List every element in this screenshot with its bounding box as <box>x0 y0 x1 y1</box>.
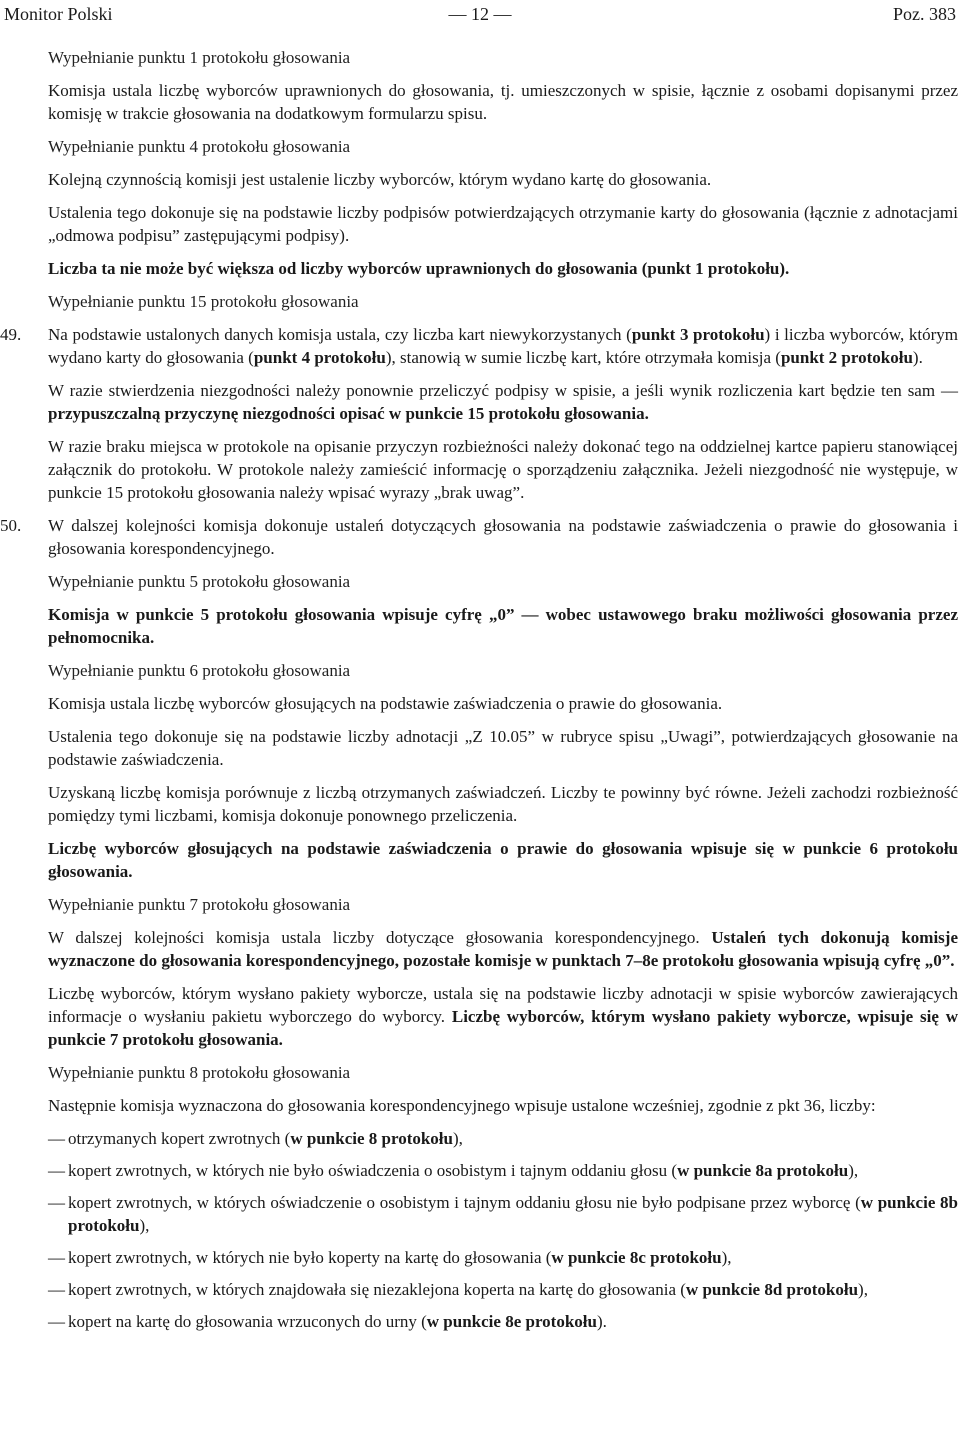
page-number: — 12 — <box>448 4 512 24</box>
paragraph <box>48 982 958 1051</box>
text: ), <box>139 1216 150 1235</box>
text: kopert na kartę do głosowania wrzuconych do urny ( <box>68 1312 427 1331</box>
dash-marker: — <box>48 1280 65 1299</box>
text: W dalszej kolejności komisja dokonuje ustaleń dotyczących głosowania na podstawie zaświadczenia o prawie do głosowania i głosowania korespondencyjnego. <box>48 516 958 558</box>
text: Liczbę wyborców, którym wysłano pakiety wyborcze, ustala się na podstawie liczby adnotacji w spisie wyborców zawierających informacje o wysłaniu pakietu wyborczego do wyborcy. <box>48 984 958 1026</box>
text: ), <box>721 1248 732 1267</box>
text: Na podstawie ustalonych danych komisja ustala, czy liczba kart niewykorzystanych ( <box>48 325 632 344</box>
text: ). <box>912 348 923 367</box>
page-header <box>4 3 956 27</box>
bold-text: punkt 2 protokołu <box>780 348 913 367</box>
section-heading-punkt-6: Wypełnianie punktu 6 protokołu głosowania <box>48 661 351 680</box>
document-body <box>0 46 960 1342</box>
list-item <box>48 1191 958 1237</box>
section-heading-punkt-5: Wypełnianie punktu 5 protokołu głosowania <box>48 572 351 591</box>
paragraph: Ustalenia tego dokonuje się na podstawie liczby podpisów potwierdzających otrzymanie karty do głosowania (łącznie z adnotacjami „odmowa podpisu” zastępującymi podpisy). <box>48 203 958 245</box>
list-item <box>48 1310 958 1333</box>
section-heading-punkt-15: Wypełnianie punktu 15 protokołu głosowania <box>48 292 359 311</box>
paragraph-bold <box>48 837 958 883</box>
bold-text: Liczbę wyborców, którym wysłano pakiety wyborcze, wpisuje się w punkcie 7 protokołu głosowania. <box>48 1007 958 1049</box>
paragraph <box>48 926 958 972</box>
paragraph: Uzyskaną liczbę komisja porównuje z liczbą otrzymanych zaświadczeń. Liczby te powinny być równe. Jeżeli zachodzi rozbieżność pomiędzy tymi liczbami, komisja dokonuje ponownego przeliczenia. <box>48 783 958 825</box>
section-heading-punkt-8: Wypełnianie punktu 8 protokołu głosowania <box>48 1063 351 1082</box>
paragraph: Ustalenia tego dokonuje się na podstawie liczby adnotacji „Z 10.05” w rubryce spisu „Uwagi”, potwierdzających głosowanie na podstawie zaświadczenia. <box>48 727 958 769</box>
list-item <box>48 1127 958 1150</box>
dash-marker: — <box>48 1129 65 1148</box>
bold-text: Liczbę wyborców głosujących na podstawie zaświadczenia o prawie do głosowania wpisuje się w punkcie 6 protokołu głosowania. <box>48 839 958 881</box>
dash-marker: — <box>48 1161 65 1180</box>
paragraph: Następnie komisja wyznaczona do głosowania korespondencyjnego wpisuje ustalone wcześniej, zgodnie z pkt 36, liczby: <box>48 1096 876 1115</box>
bold-text: Liczba ta nie może być większa od liczby wyborców uprawnionych do głosowania (punkt 1 protokołu). <box>48 259 790 278</box>
bold-text: punkt 4 protokołu <box>253 348 386 367</box>
text: ), <box>858 1280 868 1299</box>
text: ), <box>453 1129 463 1148</box>
list-item <box>48 1159 958 1182</box>
bold-text: Komisja w punkcie 5 protokołu głosowania wpisuje cyfrę „0” — wobec ustawowego braku możliwości głosowania przez pełnomocnika. <box>48 605 958 647</box>
paragraph-number: 49. <box>0 325 22 344</box>
dash-marker: — <box>48 1248 65 1267</box>
numbered-paragraph-49 <box>0 323 958 369</box>
numbered-paragraph-50 <box>0 514 958 560</box>
text: kopert zwrotnych, w których oświadczenie o osobistym i tajnym oddaniu głosu nie było podpisane przez wyborcę ( <box>68 1193 861 1212</box>
paragraph: W razie braku miejsca w protokole na opisanie przyczyn rozbieżności należy dokonać tego na oddzielnej kartce papieru stanowiącej załącznik do protokołu. W protokole należy zamieścić informację o sporządzeniu załącznika. Jeżeli niezgodność nie występuje, w punkcie 15 protokołu głosowania należy wpisać wyrazy „brak uwag”. <box>48 437 958 502</box>
paragraph: Komisja ustala liczbę wyborców głosujących na podstawie zaświadczenia o prawie do głosowania. <box>48 694 723 713</box>
paragraph-bold <box>48 257 958 280</box>
section-heading-punkt-4: Wypełnianie punktu 4 protokołu głosowania <box>48 137 351 156</box>
text: ), <box>848 1161 859 1180</box>
text: kopert zwrotnych, w których nie było oświadczenia o osobistym i tajnym oddaniu głosu ( <box>68 1161 678 1180</box>
list-item <box>48 1246 958 1269</box>
bold-text: w punkcie 8 protokołu <box>290 1129 453 1148</box>
text: kopert zwrotnych, w których znajdowała się niezaklejona koperta na kartę do głosowania ( <box>68 1280 686 1299</box>
paragraph-bold <box>48 603 958 649</box>
bold-text: przypuszczalną przyczynę niezgodności opisać w punkcie 15 protokołu głosowania. <box>48 404 649 423</box>
text: ), stanowią w sumie liczbę kart, które otrzymała komisja ( <box>385 348 781 367</box>
bold-text: punkt 3 protokołu <box>631 325 765 344</box>
text: ) i liczba wyborców, którym wydano karty do głosowania ( <box>48 325 958 367</box>
dash-marker: — <box>48 1312 65 1331</box>
paragraph <box>48 379 958 425</box>
text: otrzymanych kopert zwrotnych ( <box>68 1129 291 1148</box>
text: kopert zwrotnych, w których nie było koperty na kartę do głosowania ( <box>68 1248 552 1267</box>
bold-text: w punkcie 8a protokołu <box>677 1161 849 1180</box>
bold-text: w punkcie 8b protokołu <box>68 1193 958 1235</box>
paragraph: Kolejną czynnością komisji jest ustalenie liczby wyborców, którym wydano kartę do głosowania. <box>48 170 712 189</box>
text: ). <box>596 1312 607 1331</box>
text: W razie stwierdzenia niezgodności należy ponownie przeliczyć podpisy w spisie, a jeśli wynik rozliczenia kart będzie ten sam — <box>48 381 958 400</box>
text: W dalszej kolejności komisja ustala liczby dotyczące głosowania korespondencyjnego. <box>48 928 712 947</box>
position-number: Poz. 383 <box>893 4 956 24</box>
paragraph-number: 50. <box>0 516 22 535</box>
bold-text: w punkcie 8c protokołu <box>551 1248 722 1267</box>
section-heading-punkt-7: Wypełnianie punktu 7 protokołu głosowania <box>48 895 351 914</box>
list-item <box>48 1278 958 1301</box>
publication-name: Monitor Polski <box>4 4 113 24</box>
bold-text: w punkcie 8e protokołu <box>426 1312 597 1331</box>
dash-marker: — <box>48 1193 65 1212</box>
section-heading-punkt-1: Wypełnianie punktu 1 protokołu głosowania <box>48 48 351 67</box>
bold-text: w punkcie 8d protokołu <box>685 1280 859 1299</box>
bold-text: Ustaleń tych dokonują komisje wyznaczone do głosowania korespondencyjnego, pozostałe komisje w punktach 7–8e protokołu głosowania wpisują cyfrę „0”. <box>48 928 958 970</box>
paragraph: Komisja ustala liczbę wyborców uprawnionych do głosowania, tj. umieszczonych w spisie, łącznie z osobami dopisanymi przez komisję w trakcie głosowania na dodatkowym formularzu spisu. <box>48 81 958 123</box>
